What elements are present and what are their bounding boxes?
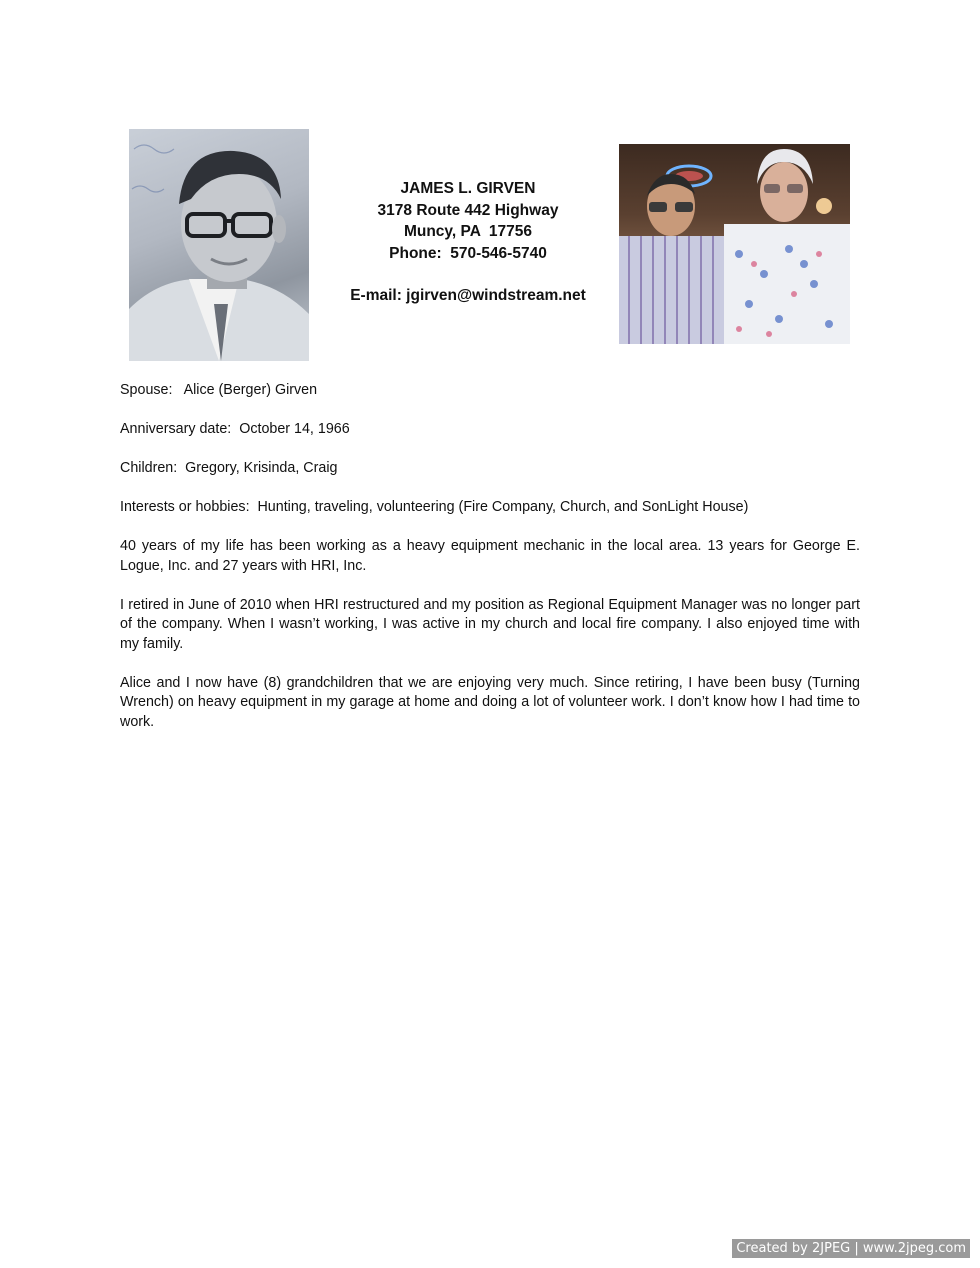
yearbook-photo [129,129,309,361]
couple-photo [619,144,850,344]
anniversary-field: Anniversary date: October 14, 1966 [120,421,350,437]
watermark-label: Created by 2JPEG | www.2jpeg.com [732,1239,970,1258]
couple-photo-illustration [619,144,850,344]
address-line-2: Muncy, PA 17756 [403,223,533,240]
email-address: E-mail: jgirven@windstream.net [350,287,586,304]
yearbook-photo-illustration [129,129,309,361]
person-name: JAMES L. GIRVEN [400,180,536,197]
spouse-field: Spouse: Alice (Berger) Girven [120,382,318,398]
phone-number: Phone: 570-546-5740 [389,244,547,262]
address-line-1: 3178 Route 442 Highway [377,201,559,219]
retirement-paragraph: I retired in June of 2010 when HRI restructured and my position as Regional Equipment Manager was no longer part of the company. When I wasn’t working, I was active in my church and local fire company. I also enjoyed time with my family. [120,596,860,652]
profile-body [120,381,860,752]
children-field: Children: Gregory, Krisinda, Craig [120,460,338,476]
contact-block [330,178,606,307]
career-paragraph: 40 years of my life has been working as a heavy equipment mechanic in the local area. 13 years for George E. Logue, Inc. and 27 years with HRI, Inc. [120,538,860,574]
interests-field: Interests or hobbies: Hunting, traveling, volunteering (Fire Company, Church, and SonLight House) [120,499,749,515]
grandchildren-paragraph: Alice and I now have (8) grandchildren that we are enjoying very much. Since retiring, I have been busy (Turning Wrench) on heavy equipment in my garage at home and doing a lot of volunteer work. I don’t know how I had time to work. [120,674,860,730]
